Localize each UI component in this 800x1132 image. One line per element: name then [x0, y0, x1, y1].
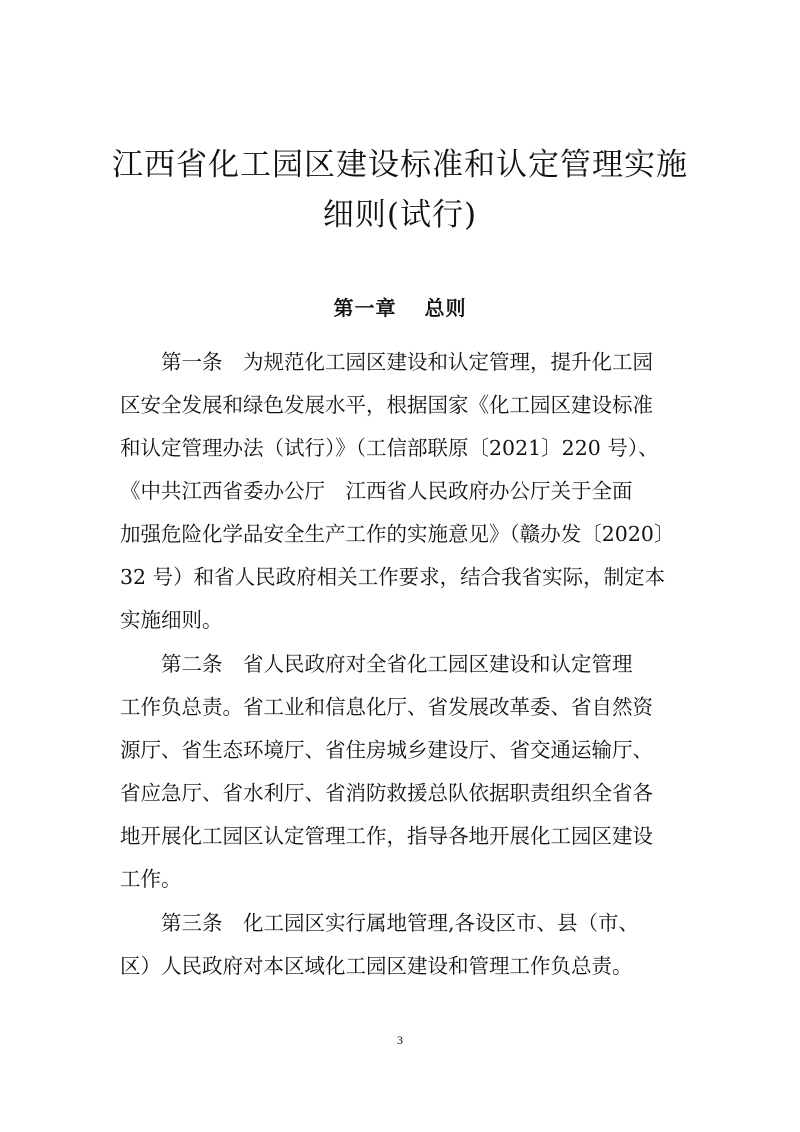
- article-1-line-2: 区安全发展和绿色发展水平，根据国家《化工园区建设标准: [120, 393, 653, 417]
- article-1: [120, 341, 680, 642]
- article-3: [120, 902, 680, 988]
- article-2: [120, 643, 680, 901]
- document-title: [100, 140, 700, 240]
- title-line-2: 细则(试行): [322, 197, 478, 233]
- page-number: 3: [397, 1033, 403, 1047]
- article-1-line-1: 第一条 为规范化工园区建设和认定管理，提升化工园: [161, 350, 653, 374]
- article-3-line-1: 第三条 化工园区实行属地管理,各设区市、县（市、: [161, 911, 640, 935]
- article-2-line-4: 省应急厅、省水利厅、省消防救援总队依据职责组织全省各: [120, 781, 653, 805]
- article-2-line-2: 工作负总责。省工业和信息化厅、省发展改革委、省自然资: [120, 695, 653, 719]
- article-2-line-3: 源厅、省生态环境厅、省住房城乡建设厅、省交通运输厅、: [120, 738, 653, 762]
- article-1-line-6: 32 号）和省人民政府相关工作要求，结合我省实际，制定本: [120, 565, 666, 589]
- article-1-line-7: 实施细则。: [120, 608, 223, 632]
- article-3-line-2: 区）人民政府对本区域化工园区建设和管理工作负总责。: [120, 954, 633, 978]
- title-line-1: 江西省化工园区建设标准和认定管理实施: [112, 147, 688, 183]
- chapter-number: 第一章: [333, 296, 397, 320]
- article-2-line-6: 工作。: [120, 867, 182, 891]
- article-2-line-1: 第二条 省人民政府对全省化工园区建设和认定管理: [161, 652, 633, 676]
- chapter-heading: [0, 292, 800, 321]
- article-1-line-5: 加强危险化学品安全生产工作的实施意见》（赣办发〔2020〕: [120, 522, 675, 546]
- article-1-line-4: 《中共江西省委办公厅 江西省人民政府办公厅关于全面: [120, 479, 633, 503]
- article-2-line-5: 地开展化工园区认定管理工作，指导各地开展化工园区建设: [120, 824, 653, 848]
- article-1-line-3: 和认定管理办法（试行）》（工信部联原〔2021〕220 号）、: [120, 436, 659, 460]
- chapter-title: 总则: [424, 296, 467, 320]
